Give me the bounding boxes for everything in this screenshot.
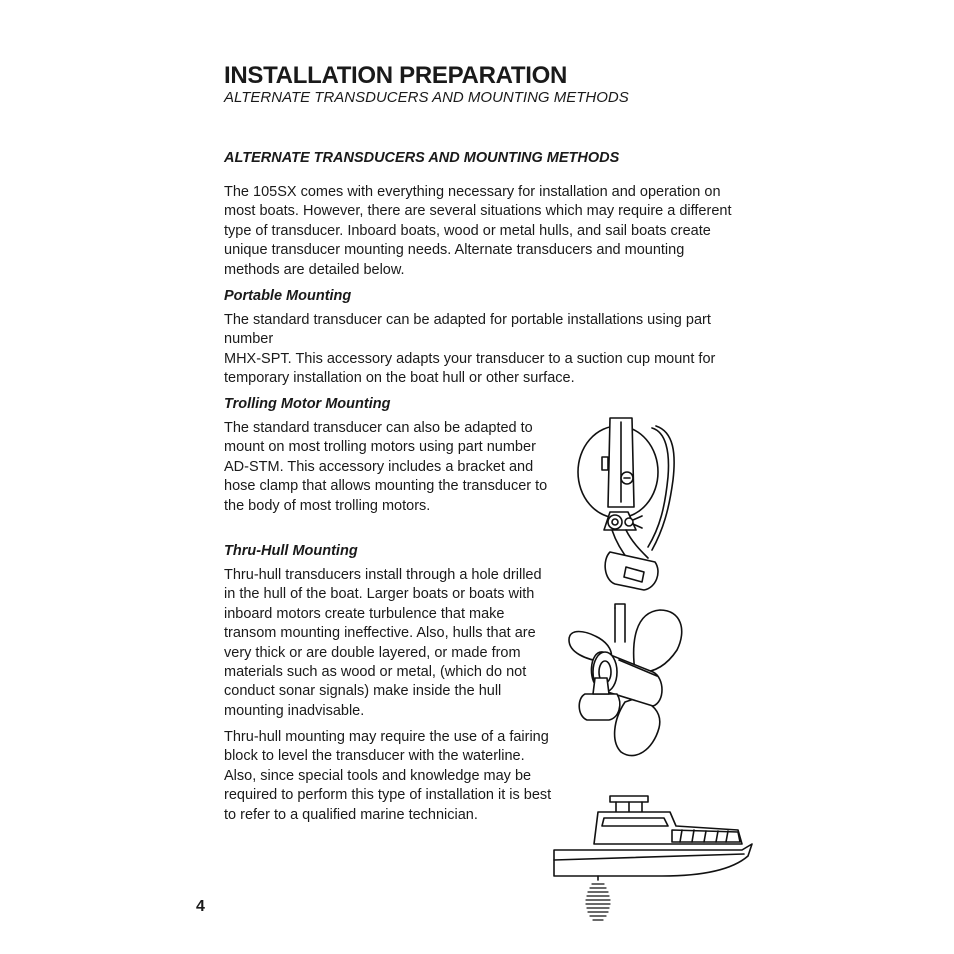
portable-mounting-heading: Portable Mounting: [224, 288, 352, 304]
portable-mounting-text-a: The standard transducer can be adapted for portable installations using part number: [224, 312, 711, 348]
portable-mounting-text-b: MHX-SPT. This accessory adapts your transducer to a suction cup mount for temporary installation on the boat hull or other surface.: [224, 351, 716, 387]
propeller-thru-hull-transducer-illustration: [565, 602, 695, 762]
trolling-motor-transducer-illustration: [570, 412, 700, 597]
page-number: 4: [196, 898, 205, 915]
page-title: INSTALLATION PREPARATION: [224, 62, 568, 89]
intro-paragraph: The 105SX comes with everything necessary for installation and operation on most boats. However, there are several situations which may require a different type of transducer. Inboard boats, wood or metal hulls, and sail boats create unique transducer mounting needs. Alternate transducers and mounting methods are detailed below.: [224, 184, 732, 278]
trolling-motor-heading: Trolling Motor Mounting: [224, 396, 391, 412]
page-subtitle: ALTERNATE TRANSDUCERS AND MOUNTING METHODS: [224, 89, 629, 106]
thru-hull-text-b: Thru-hull mounting may require the use of a fairing block to level the transducer with the waterline. Also, since special tools and knowledge may be required to perform this type of installation it is best to refer to a qualified marine technician.: [224, 729, 552, 823]
thru-hull-heading: Thru-Hull Mounting: [224, 543, 358, 559]
thru-hull-text-a: Thru-hull transducers install through a hole drilled in the hull of the boat. Larger boats or boats with inboard motors create turbulence that make transom mounting ineffective. Also, hulls that are very thick or are double layered, or made from materials such as wood or metal, (which do not conduct sonar signals) make inside the hull mounting inadvisable.: [224, 567, 542, 719]
trolling-motor-text: The standard transducer can also be adapted to mount on most trolling motors using part number AD-STM. This accessory includes a bracket and hose clamp that allows mounting the transducer to the body of most trolling motors.: [224, 420, 548, 514]
boat-sonar-illustration: [552, 790, 782, 925]
section-heading: ALTERNATE TRANSDUCERS AND MOUNTING METHODS: [224, 150, 620, 166]
